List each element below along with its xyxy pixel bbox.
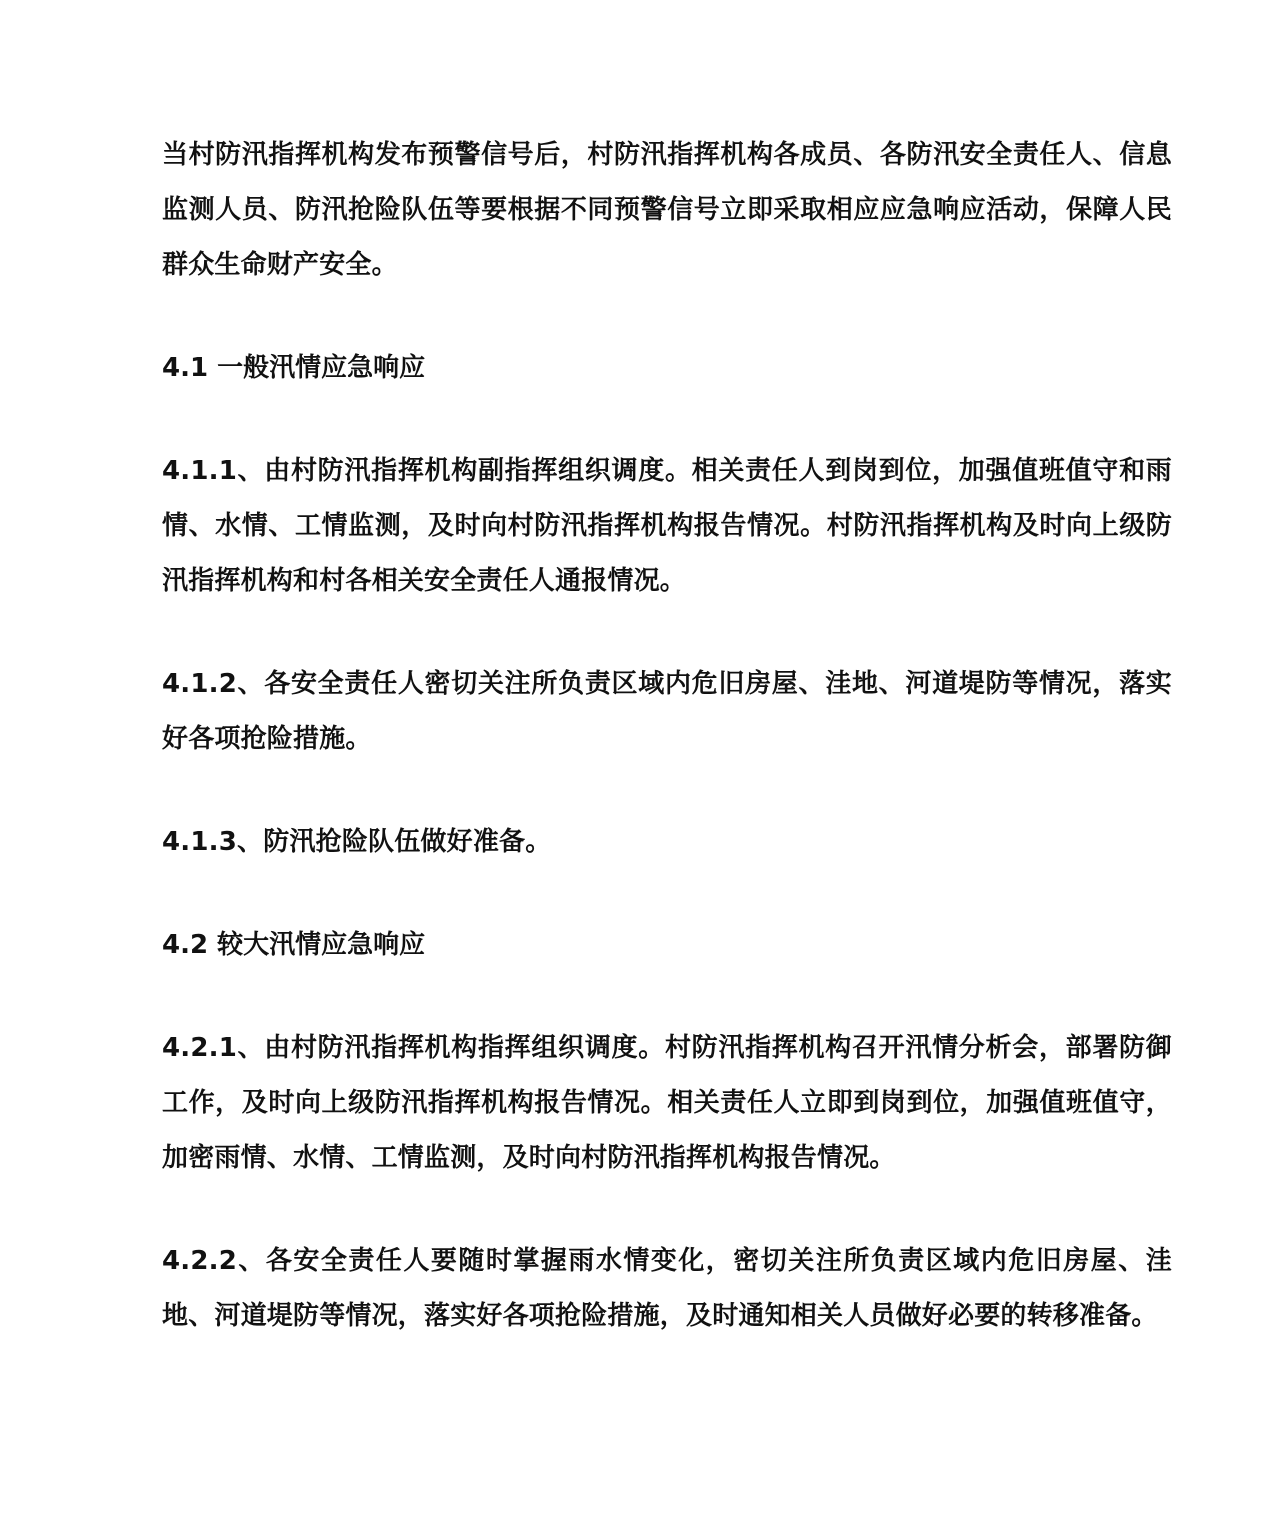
- spacer: [162, 1186, 1172, 1234]
- spacer: [162, 973, 1172, 1021]
- spacer: [162, 293, 1172, 341]
- paragraph-4-2-1: 4.2.1、由村防汛指挥机构指挥组织调度。村防汛指挥机构召开汛情分析会，部署防御工作，及时向上级防汛指挥机构报告情况。相关责任人立即到岗到位，加强值班值守，加密雨情、水情、工情监测，及时向村防汛指挥机构报告情况。: [162, 1033, 1172, 1173]
- section-4-1-title: 4.1 一般汛情应急响应: [162, 353, 426, 383]
- section-4-2-title: 4.2 较大汛情应急响应: [162, 930, 426, 960]
- spacer: [162, 396, 1172, 444]
- intro-paragraph: 当村防汛指挥机构发布预警信号后，村防汛指挥机构各成员、各防汛安全责任人、信息监测人员、防汛抢险队伍等要根据不同预警信号立即采取相应应急响应活动，保障人民群众生命财产安全。: [162, 140, 1172, 280]
- paragraph-4-1-1: 4.1.1、由村防汛指挥机构副指挥组织调度。相关责任人到岗到位，加强值班值守和雨情、水情、工情监测，及时向村防汛指挥机构报告情况。村防汛指挥机构及时向上级防汛指挥机构和村各相关安全责任人通报情况。: [162, 456, 1172, 596]
- document-body: [162, 128, 1172, 1344]
- paragraph-4-1-2: 4.1.2、各安全责任人密切关注所负责区域内危旧房屋、洼地、河道堤防等情况，落实好各项抢险措施。: [162, 669, 1172, 754]
- paragraph-4-2-2: 4.2.2、各安全责任人要随时掌握雨水情变化，密切关注所负责区域内危旧房屋、洼地、河道堤防等情况，落实好各项抢险措施，及时通知相关人员做好必要的转移准备。: [162, 1246, 1172, 1331]
- spacer: [162, 767, 1172, 815]
- spacer: [162, 870, 1172, 918]
- spacer: [162, 609, 1172, 657]
- paragraph-4-1-3: 4.1.3、防汛抢险队伍做好准备。: [162, 827, 552, 857]
